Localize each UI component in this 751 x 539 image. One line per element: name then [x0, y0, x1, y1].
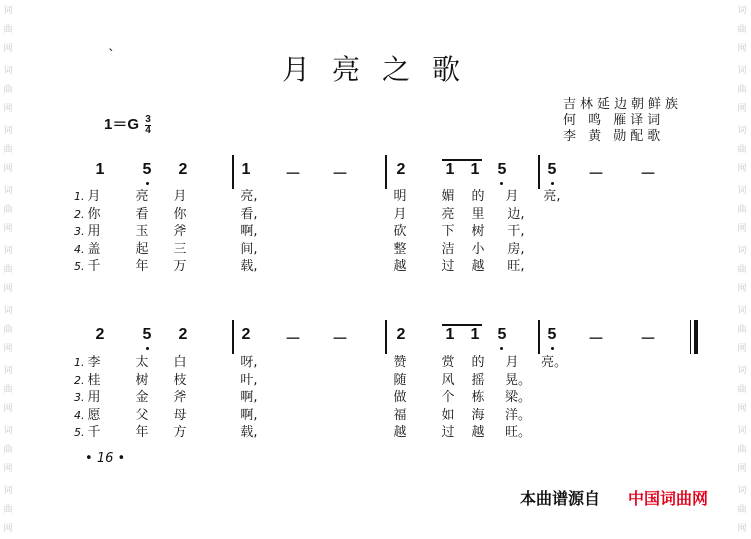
lyric-syllable: 下 [441, 224, 455, 239]
lyric-syllable: 月 [393, 206, 407, 222]
watermark-char: 词 [3, 366, 13, 376]
lyric-syllable: 明 [393, 189, 407, 204]
note: 2 [241, 326, 251, 343]
lyric-syllable: 愿 [87, 407, 101, 423]
lyric-syllable: 载, [240, 425, 258, 440]
lyric-syllable: 亮。 [541, 355, 568, 370]
lyric-syllable: 月 [87, 189, 101, 204]
verse-number: 1. [74, 356, 85, 369]
lyric-syllable: 月 [505, 189, 519, 204]
lyric-syllable: 盖 [87, 241, 101, 257]
lyric-syllable: 李 [87, 355, 101, 370]
watermark-char: 词 [3, 486, 13, 496]
lower-octave-dot [500, 182, 503, 185]
watermark-char: 曲 [3, 265, 13, 275]
watermark-char: 网 [737, 284, 747, 294]
time-signature [145, 115, 151, 136]
note-dash: － [640, 166, 657, 183]
lyric-syllable: 过 [441, 259, 455, 274]
watermark-char: 词 [737, 426, 747, 436]
lyric-syllable: 边, [507, 206, 525, 222]
watermark-char: 曲 [737, 505, 747, 515]
watermark-text [2, 422, 14, 479]
lyric-syllable: 砍 [393, 224, 407, 239]
lyric-syllable: 房, [507, 241, 525, 257]
lyric-syllable: 三 [173, 241, 187, 257]
watermark-char: 词 [3, 186, 13, 196]
end-bar-thin [690, 320, 691, 354]
lyric-syllable: 斧 [173, 224, 187, 239]
lyric-syllable: 月 [505, 355, 519, 370]
lyric-syllable: 的 [471, 355, 485, 370]
watermark-char: 网 [737, 224, 747, 234]
time-num: 3 [145, 113, 151, 125]
lyric-syllable: 晃。 [505, 372, 532, 388]
lyric-syllable: 赞 [393, 355, 407, 370]
watermark-char: 曲 [737, 85, 747, 95]
page-number [85, 451, 125, 466]
lyric-syllable: 树 [471, 224, 485, 239]
note-dash: － [588, 331, 605, 348]
watermark-char: 网 [3, 164, 13, 174]
lyric-syllable: 枝 [173, 372, 187, 388]
verse-number: 3. [74, 391, 85, 404]
watermark-text [736, 422, 748, 479]
lyric-syllable: 洁 [441, 241, 455, 257]
watermark-text [736, 302, 748, 359]
verse-number: 2. [74, 207, 85, 221]
lyric-syllable: 亮, [543, 189, 561, 204]
lyric-syllable: 年 [135, 425, 149, 440]
verse-number: 4. [74, 242, 85, 256]
watermark-char: 曲 [737, 145, 747, 155]
verse-number: 4. [74, 408, 85, 422]
watermark-char: 词 [3, 426, 13, 436]
watermark-char: 词 [3, 6, 13, 16]
dot-left: • [85, 451, 93, 466]
watermark-char: 网 [737, 104, 747, 114]
watermark-char: 网 [3, 524, 13, 534]
lower-octave-dot [551, 347, 554, 350]
lyric-syllable: 随 [393, 372, 407, 388]
lyric-syllable: 亮 [135, 189, 149, 204]
watermark-char: 曲 [3, 145, 13, 155]
beam-line [442, 159, 482, 161]
bar-line [538, 320, 540, 354]
watermark-char: 曲 [737, 445, 747, 455]
watermark-char: 词 [737, 306, 747, 316]
watermark-text [2, 62, 14, 119]
lyric-syllable: 你 [87, 206, 101, 222]
note: 2 [178, 161, 188, 178]
lyric-syllable: 越 [471, 425, 485, 440]
lyric-syllable: 叶, [240, 372, 258, 388]
lyric-syllable: 媚 [441, 189, 455, 204]
lyric-syllable: 洋。 [505, 407, 532, 423]
verse-number: 5. [74, 426, 85, 439]
note-dash: － [285, 166, 302, 183]
verse-number: 2. [74, 373, 85, 387]
bar-line [538, 155, 540, 189]
lyric-syllable: 赏 [441, 355, 455, 370]
lyric-syllable: 整 [393, 241, 407, 257]
verse-number: 5. [74, 260, 85, 273]
watermark-char: 曲 [3, 385, 13, 395]
watermark-char: 网 [737, 404, 747, 414]
lyric-syllable: 啊, [240, 224, 258, 239]
watermark-text [736, 122, 748, 179]
lyric-syllable: 父 [135, 407, 149, 423]
watermark-text [736, 242, 748, 299]
lyric-syllable: 个 [441, 390, 455, 405]
lyric-syllable: 里 [471, 206, 485, 222]
lyric-syllable: 摇 [471, 372, 485, 388]
note: 1 [241, 161, 251, 178]
tick-mark: ˋ [108, 48, 115, 64]
beam-line [442, 324, 482, 326]
note: 1 [445, 161, 455, 178]
lyric-syllable: 年 [135, 259, 149, 274]
watermark-char: 词 [3, 66, 13, 76]
watermark-char: 曲 [737, 325, 747, 335]
note: 2 [396, 326, 406, 343]
lyric-syllable: 白 [173, 355, 187, 370]
credit-lyricist: 何 鸣 雁译词 [563, 113, 665, 128]
watermark-text [736, 182, 748, 239]
lyric-syllable: 看, [240, 206, 258, 222]
lyric-syllable: 旺。 [505, 425, 532, 440]
watermark-char: 曲 [3, 25, 13, 35]
lyric-syllable: 啊, [240, 390, 258, 405]
note: 5 [142, 161, 152, 178]
lyric-syllable: 风 [441, 372, 455, 388]
lyric-syllable: 载, [240, 259, 258, 274]
note: 1 [95, 161, 105, 178]
key-label: 1＝G [104, 116, 140, 133]
note: 1 [445, 326, 455, 343]
watermark-text [2, 2, 14, 59]
note: 2 [178, 326, 188, 343]
watermark-char: 词 [737, 6, 747, 16]
watermark-char: 曲 [3, 205, 13, 215]
lyric-syllable: 树 [135, 372, 149, 388]
lyric-syllable: 海 [471, 407, 485, 423]
dot-right: • [117, 451, 126, 466]
credit-origin: 吉林延边朝鲜族 [563, 97, 683, 112]
watermark-char: 词 [737, 186, 747, 196]
lyric-syllable: 栋 [471, 390, 485, 405]
lyric-syllable: 啊, [240, 407, 258, 423]
note: 5 [547, 326, 557, 343]
lyric-syllable: 千 [87, 425, 101, 440]
bar-line [232, 155, 234, 189]
lower-octave-dot [500, 347, 503, 350]
lower-octave-dot [551, 182, 554, 185]
watermark-char: 曲 [3, 325, 13, 335]
note: 1 [470, 326, 480, 343]
watermark-text [2, 182, 14, 239]
note-dash: － [332, 166, 349, 183]
verse-number: 1. [74, 190, 85, 203]
watermark-char: 网 [3, 344, 13, 354]
footer-source: 本曲谱源自 [520, 489, 601, 508]
watermark-char: 网 [737, 524, 747, 534]
watermark-text [736, 62, 748, 119]
note-dash: － [285, 331, 302, 348]
lyric-syllable: 桂 [87, 372, 101, 388]
watermark-text [2, 362, 14, 419]
lyric-syllable: 用 [87, 390, 101, 405]
lyric-syllable: 梁。 [505, 390, 532, 405]
lyric-syllable: 太 [135, 355, 149, 370]
lyric-syllable: 千 [87, 259, 101, 274]
lyric-syllable: 看 [135, 206, 149, 222]
watermark-text [2, 482, 14, 539]
lyric-syllable: 亮 [441, 206, 455, 222]
lyric-syllable: 斧 [173, 390, 187, 405]
lyric-syllable: 玉 [135, 224, 149, 239]
watermark-char: 曲 [3, 85, 13, 95]
lyric-syllable: 的 [471, 189, 485, 204]
time-den: 4 [145, 124, 151, 136]
lyric-syllable: 越 [393, 259, 407, 274]
watermark-char: 曲 [737, 25, 747, 35]
lyric-syllable: 越 [471, 259, 485, 274]
song-title: 月亮之歌 [282, 53, 483, 86]
verse-number: 3. [74, 225, 85, 238]
watermark-text [2, 302, 14, 359]
note-dash: － [588, 166, 605, 183]
note: 2 [95, 326, 105, 343]
bar-line [385, 155, 387, 189]
lyric-syllable: 月 [173, 189, 187, 204]
watermark-char: 网 [3, 44, 13, 54]
watermark-char: 曲 [3, 445, 13, 455]
watermark-text [2, 242, 14, 299]
watermark-char: 词 [737, 66, 747, 76]
note-dash: － [640, 331, 657, 348]
watermark-char: 词 [3, 246, 13, 256]
watermark-char: 网 [737, 164, 747, 174]
watermark-text [736, 362, 748, 419]
credit-arranger: 李 黄 勋配歌 [563, 129, 665, 144]
watermark-char: 网 [3, 284, 13, 294]
watermark-char: 网 [3, 464, 13, 474]
lyric-syllable: 亮, [240, 189, 258, 204]
lyric-syllable: 做 [393, 390, 407, 405]
watermark-text [2, 122, 14, 179]
watermark-char: 词 [737, 126, 747, 136]
lyric-syllable: 如 [441, 407, 455, 423]
bar-line [385, 320, 387, 354]
note: 1 [470, 161, 480, 178]
lyric-syllable: 过 [441, 425, 455, 440]
note: 5 [497, 161, 507, 178]
lyric-syllable: 间, [240, 241, 258, 257]
note: 5 [547, 161, 557, 178]
watermark-char: 词 [3, 306, 13, 316]
lyric-syllable: 万 [173, 259, 187, 274]
lyric-syllable: 用 [87, 224, 101, 239]
watermark-char: 曲 [737, 385, 747, 395]
lyric-syllable: 母 [173, 407, 187, 423]
lyric-syllable: 方 [173, 425, 187, 440]
lower-octave-dot [146, 182, 149, 185]
watermark-text [736, 482, 748, 539]
watermark-char: 网 [737, 464, 747, 474]
lyric-syllable: 金 [135, 390, 149, 405]
watermark-char: 词 [737, 246, 747, 256]
note: 5 [142, 326, 152, 343]
watermark-char: 网 [3, 404, 13, 414]
lyric-syllable: 旺, [507, 259, 525, 274]
lyric-syllable: 福 [393, 407, 407, 423]
lyric-syllable: 干, [507, 224, 525, 239]
end-bar-thick [694, 320, 698, 354]
watermark-char: 曲 [737, 265, 747, 275]
watermark-text [736, 2, 748, 59]
bar-line [232, 320, 234, 354]
watermark-char: 曲 [3, 505, 13, 515]
watermark-char: 网 [737, 44, 747, 54]
watermark-char: 词 [737, 486, 747, 496]
lyric-syllable: 小 [471, 241, 485, 257]
lower-octave-dot [146, 347, 149, 350]
watermark-char: 网 [3, 104, 13, 114]
page-number-value: 16 [96, 451, 114, 466]
lyric-syllable: 越 [393, 425, 407, 440]
note: 2 [396, 161, 406, 178]
watermark-char: 网 [3, 224, 13, 234]
lyric-syllable: 你 [173, 206, 187, 222]
lyric-syllable: 呀, [240, 355, 258, 370]
lyric-syllable: 起 [135, 241, 149, 257]
watermark-char: 词 [737, 366, 747, 376]
watermark-char: 词 [3, 126, 13, 136]
note: 5 [497, 326, 507, 343]
footer-site[interactable]: 中国词曲网 [628, 489, 709, 508]
key-signature [104, 113, 151, 136]
note-dash: － [332, 331, 349, 348]
watermark-char: 网 [737, 344, 747, 354]
watermark-char: 曲 [737, 205, 747, 215]
